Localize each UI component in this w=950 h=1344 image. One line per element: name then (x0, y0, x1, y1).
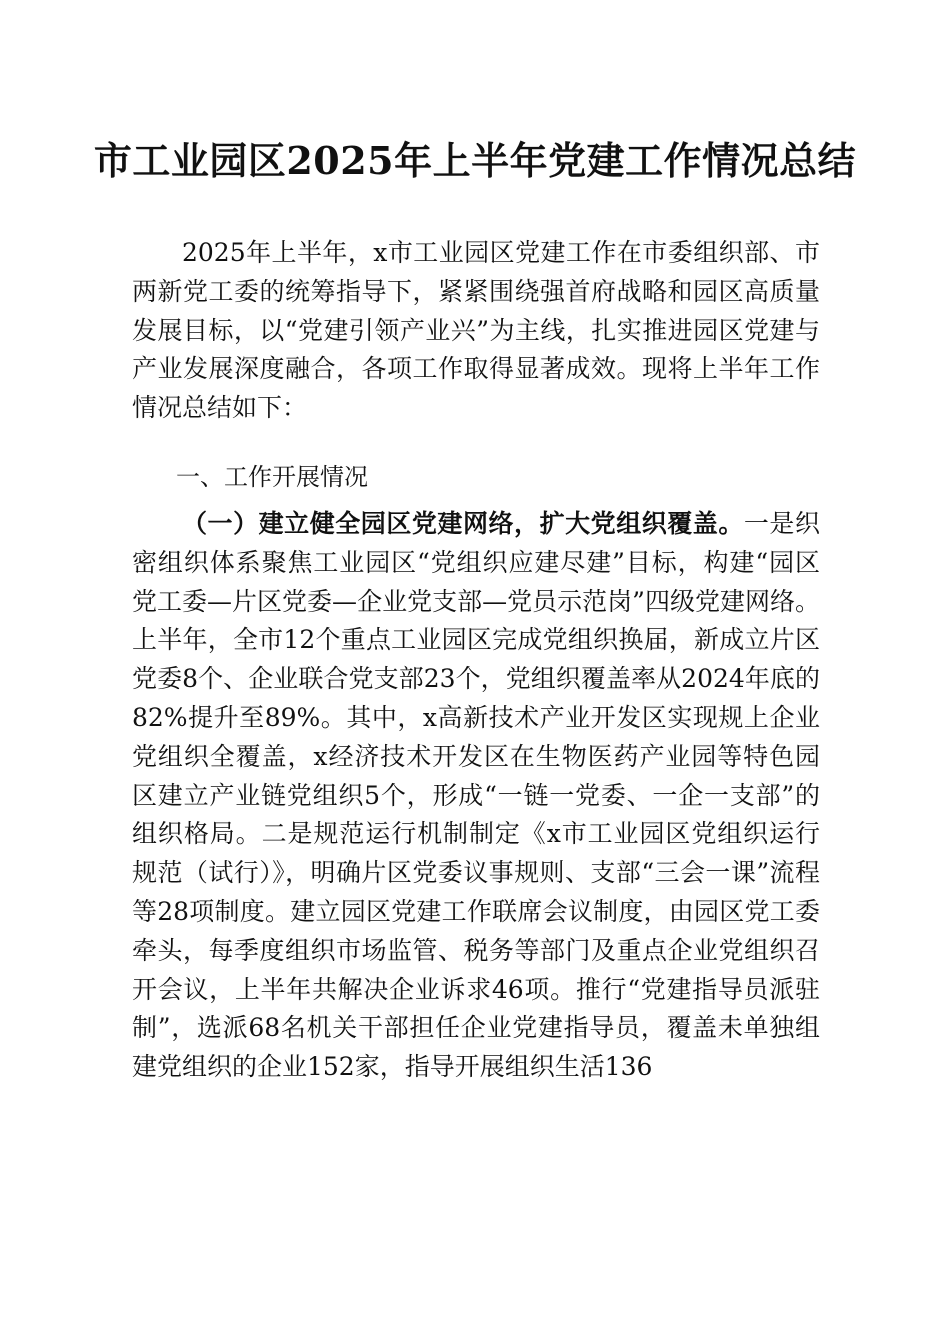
document-title: 市工业园区2025年上半年党建工作情况总结 (93, 138, 857, 183)
intro-paragraph: 2025年上半年，x市工业园区党建工作在市委组织部、市两新党工委的统筹指导下，紧紧围绕强首府战略和园区高质量发展目标，以“党建引领产业兴”为主线，扎实推进园区党建与产业发展深度融合，各项工作取得显著成效。现将上半年工作情况总结如下： (132, 238, 820, 423)
subsection-body: 一是织密组织体系聚焦工业园区“党组织应建尽建”目标，构建“园区党工委—片区党委—企业党支部—党员示范岗”四级党建网络。上半年，全市12个重点工业园区完成党组织换届，新成立片区党委8个、企业联合党支部23个，党组织覆盖率从2024年底的82%提升至89%。其中，x高新技术产业开发区实现规上企业党组织全覆盖，x经济技术开发区在生物医药产业园等特色园区建立产业链党组织5个，形成“一链一党委、一企一支部”的组织格局。二是规范运行机制制定《x市工业园区党组织运行规范（试行）》，明确片区党委议事规则、支部“三会一课”流程等28项制度。建立园区党建工作联席会议制度，由园区党工委牵头，每季度组织市场监管、税务等部门及重点企业党组织召开会议，上半年共解决企业诉求46项。推行“党建指导员派驻制”，选派68名机关干部担任企业党建指导员，覆盖未单独组建党组织的企业152家，指导开展组织生活136 (132, 509, 820, 1082)
section-heading-text: 一、工作开展情况 (176, 463, 368, 491)
subsection-lead: （一）建立健全园区党建网络，扩大党组织覆盖。 (182, 509, 744, 538)
subsection-paragraph (132, 505, 820, 1087)
section-heading (132, 458, 820, 496)
